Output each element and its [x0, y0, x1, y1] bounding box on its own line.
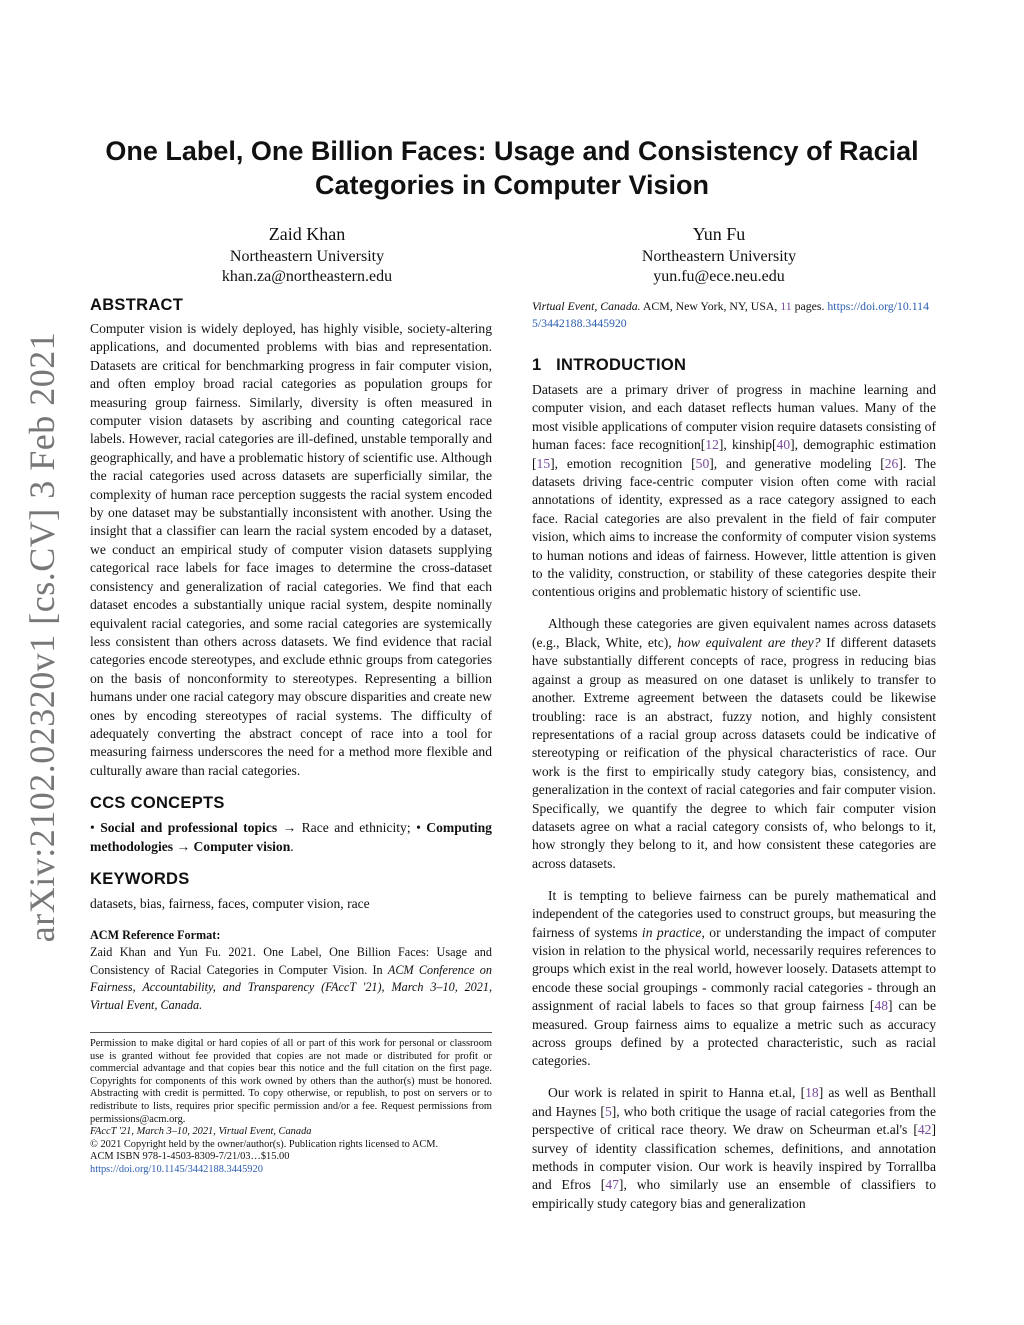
citation-link[interactable]: 12 [705, 437, 719, 453]
author-affiliation: Northeastern University [229, 248, 385, 265]
author-email[interactable]: khan.za@northeastern.edu [221, 268, 393, 285]
intro-heading: 1 INTRODUCTION [532, 356, 687, 374]
acm-reference: ACM Reference Format: Zaid Khan and Yun Fu. 2021. One Label, One Billion Faces: Usage and Consistency of Racial Categories in Computer Vision. In ACM Conference on Fairness, Accountability, and Transparency (FAccT '21), March 3–10, 2021, Virtual Event, Canada. [90, 927, 492, 1012]
citation-link[interactable]: 48 [874, 998, 889, 1014]
right-column [532, 356, 936, 1227]
intro-paragraph-2: Although these categories are given equivalent names across datasets (e.g., Black, White, etc), how equivalent are they? If different datasets have substantially different concepts of race, progress in reducing bias against a group as measured on one dataset is unlikely to transfer to another. Extreme agreement between the datasets could be likewise troubling: race is an abstract, fuzzy notion, and highly consistent representations of a racial group across datasets could be indicative of stereotyping or reification of the physical characteristics of race. Our work is the first to empirically study category bias, consistency, and generalization in the context of racial categories and fair computer vision. Specifically, we quantify the degree to which fair computer vision datasets agree on what a racial category consists of, who belongs to it, how strongly they belong to it, and how consistent these categories are across datasets. [532, 616, 936, 871]
author-block-1 [157, 221, 457, 287]
citation-link[interactable]: 5 [604, 1103, 612, 1119]
author-name: Zaid Khan [268, 224, 346, 244]
abstract-heading: ABSTRACT [90, 296, 184, 314]
acm-ref-continuation: Virtual Event, Canada. ACM, New York, NY, USA, 11 pages. https://doi.org/10.1145/3442188.3445920 [532, 299, 929, 330]
left-column [90, 296, 492, 1014]
acm-ref-heading: ACM Reference Format: [90, 927, 221, 942]
citation-link[interactable]: 26 [884, 455, 899, 471]
citation-link[interactable]: 15 [536, 455, 551, 471]
acm-ref-tail: Virtual Event, Canada. [532, 299, 641, 313]
intro-paragraph-3: It is tempting to believe fairness can be purely mathematical and independent of the categories used to construct groups, but measuring the fairness of systems in practice, or understanding the impact of computer vision in relation to the physical world, necessarily requires references to groups which exist in the real world, however loosely. Datasets attempt to encode these social groupings - commonly racial categories - through an assignment of racial labels to faces so that group fairness [48] can be measured. Group fairness aims to equalize a metric such as accuracy across groups defined by a protected characteristic, such as racial categories. [532, 887, 936, 1069]
permission-block [90, 1038, 492, 1177]
acm-ref-doi-link[interactable]: https://doi.org/10.1145/3442188.3445920 [532, 299, 929, 330]
ccs-heading: CCS CONCEPTS [90, 794, 225, 813]
citation-link[interactable]: 50 [695, 455, 710, 471]
citation-link[interactable]: 40 [776, 437, 791, 453]
paper-title: One Label, One Billion Faces: Usage and Consistency of Racial Categories in Computer Vision [105, 136, 919, 200]
citation-link[interactable]: 42 [917, 1122, 932, 1138]
keywords-text: datasets, bias, fairness, faces, computer vision, race [90, 895, 370, 911]
abstract-text: Computer vision is widely deployed, has highly visible, society-altering applications, and documented problems with bias and representation. Datasets are critical for benchmarking progress in fair computer vision, and often employ broad racial categories as population groups for measuring group fairness. Similarly, diversity is often measured in computer vision datasets by ascribing and counting categorical race labels. However, racial categories are ill-defined, unstable temporally and geographically, and have a problematic history of scientific use. Although the racial categories used across datasets are superficially similar, the complexity of human race perception suggests the racial system encoded by one dataset may be substantially inconsistent with another. Using the insight that a classifier can learn the racial system encoded by a dataset, we conduct an empirical study of computer vision datasets supplying categorical race labels for face images to determine the cross-dataset consistency and generalization of racial categories. We find that each dataset encodes a substantially unique racial system, despite nominally equivalent racial categories, and some racial categories are systemically less consistent than others across datasets. We find evidence that racial categories encode stereotypes, and exclude ethnic groups from categories on the basis of nonconformity to stereotypes. Representing a billion humans under one racial category may obscure disparities and create new ones by encoding stereotypes of racial systems. The difficulty of adequately converting the abstract concept of race into a tool for measuring fairness underscores the need for a method more flexible and culturally aware than racial categories. [90, 321, 492, 778]
permission-isbn: ACM ISBN 978-1-4503-8309-7/21/03…$15.00 [90, 1151, 290, 1163]
permission-venue: FAccT '21, March 3–10, 2021, Virtual Event, Canada [90, 1126, 312, 1138]
citation-link[interactable]: 47 [605, 1177, 619, 1193]
arxiv-watermark: arXiv:2102.02320v1 [cs.CV] 3 Feb 2021 [22, 331, 62, 943]
citation-link[interactable]: 18 [805, 1085, 819, 1101]
keywords-heading: KEYWORDS [90, 869, 190, 888]
footnote-rule [90, 1032, 492, 1033]
author-name: Yun Fu [692, 224, 746, 244]
permission-copyright: © 2021 Copyright held by the owner/author(s). Publication rights licensed to ACM. [90, 1138, 439, 1150]
author-email[interactable]: yun.fu@ece.neu.edu [653, 268, 785, 285]
author-block-2 [569, 221, 869, 287]
author-affiliation: Northeastern University [641, 248, 797, 265]
intro-paragraph-4: Our work is related in spirit to Hanna et.al, [18] as well as Benthall and Haynes [5], who both critique the usage of racial categories from the perspective of critical race theory. We draw on Scheurman et.al's [42] survey of identity classification schemes, definitions, and annotation methods in computer vision. Our work is heavily inspired by Torrallba and Efros [47], who similarly use an ensemble of classifiers to empirically study category bias and generalization [532, 1085, 936, 1211]
permission-doi-link[interactable]: https://doi.org/10.1145/3442188.3445920 [90, 1163, 263, 1175]
permission-text: Permission to make digital or hard copies of all or part of this work for personal or classroom use is granted without fee provided that copies are not made or distributed for profit or commercial advantage and that copies bear this notice and the full citation on the first page. Copyrights for components of this work owned by others than the author(s) must be honored. Abstracting with credit is permitted. To copy otherwise, or republish, to post on servers or to redistribute to lists, requires prior specific permission and/or a fee. Request permissions from permissions@acm.org. [90, 1038, 492, 1125]
intro-paragraph-1: Datasets are a primary driver of progress in machine learning and computer vision, and each dataset reflects human values. Many of the most visible applications of computer vision require datasets consisting of human faces: face recognition[12], kinship[40], demographic estimation [15], emotion recognition [50], and generative modeling [26]. The datasets driving face-centric computer vision often come with racial annotations of identity, expressed as a race category assigned to each face. Racial categories are also prevalent in the field of fair computer vision, which aims to increase the conformity of computer vision systems to human notions and ideas of fairness. However, little attention is given to the validity, construction, or stability of these categories despite their contentious origins and problematic history of scientific use. [532, 382, 937, 600]
pages-link[interactable]: 11 [780, 299, 792, 313]
ccs-text: • Social and professional topics → Race and ethnicity; • Computing methodologies → Computer vision. [90, 820, 492, 854]
